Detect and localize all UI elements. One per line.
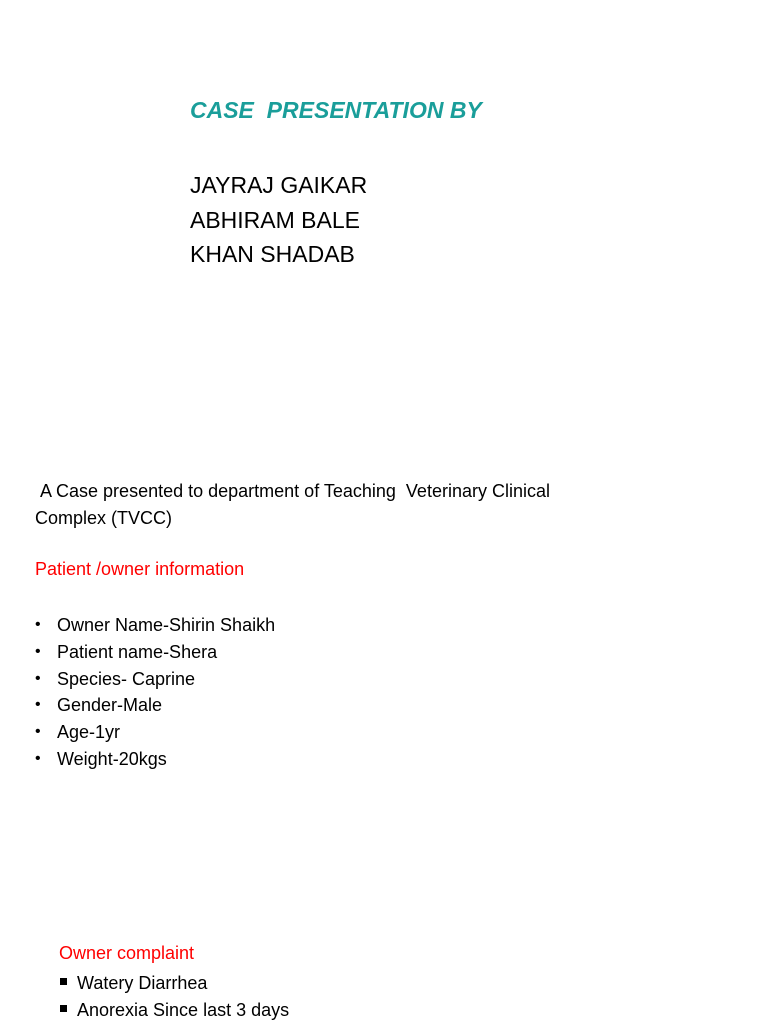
owner-complaint-heading: Owner complaint	[59, 943, 195, 963]
presenter-name: ABHIRAM BALE	[190, 206, 360, 233]
patient-info-item	[35, 666, 275, 693]
round-bullet-icon: •	[35, 616, 41, 633]
presenter-name: KHAN SHADAB	[190, 241, 355, 267]
complaint-text: Anorexia Since last 3 days	[77, 1000, 290, 1020]
patient-info-text: Weight-20kgs	[57, 748, 167, 769]
round-bullet-icon: •	[35, 696, 41, 714]
patient-info-text: Owner Name-Shirin Shaikh	[57, 615, 276, 635]
patient-info-item	[35, 639, 275, 666]
patient-info-text: Gender-Male	[57, 695, 163, 716]
presentation-title: CASE PRESENTATION BY	[190, 97, 482, 123]
complaint-item	[59, 997, 289, 1024]
patient-info-item	[35, 612, 275, 639]
patient-info-text: Species- Caprine	[57, 668, 196, 689]
round-bullet-icon: •	[35, 669, 41, 687]
round-bullet-icon: •	[35, 749, 41, 767]
round-bullet-icon: •	[35, 723, 41, 741]
presenter-name: JAYRAJ GAIKAR	[190, 172, 368, 198]
patient-info-heading: Patient /owner information	[35, 559, 245, 579]
patient-info-list	[35, 612, 275, 773]
patient-info-item	[35, 719, 275, 746]
complaint-text: Watery Diarrhea	[77, 973, 208, 993]
presenter-list	[190, 168, 367, 272]
complaint-item	[59, 970, 289, 997]
square-bullet-icon	[60, 978, 67, 985]
case-intro-text: A Case presented to department of Teaching Veterinary Clinical Complex (TVCC)	[35, 481, 550, 528]
patient-info-item	[35, 746, 275, 773]
round-bullet-icon: •	[35, 642, 41, 660]
square-bullet-icon	[60, 1005, 67, 1012]
owner-complaint-list	[59, 970, 289, 1024]
patient-info-text: Age-1yr	[57, 722, 121, 743]
patient-info-text: Patient name-Shera	[57, 641, 218, 662]
patient-info-item	[35, 692, 275, 719]
